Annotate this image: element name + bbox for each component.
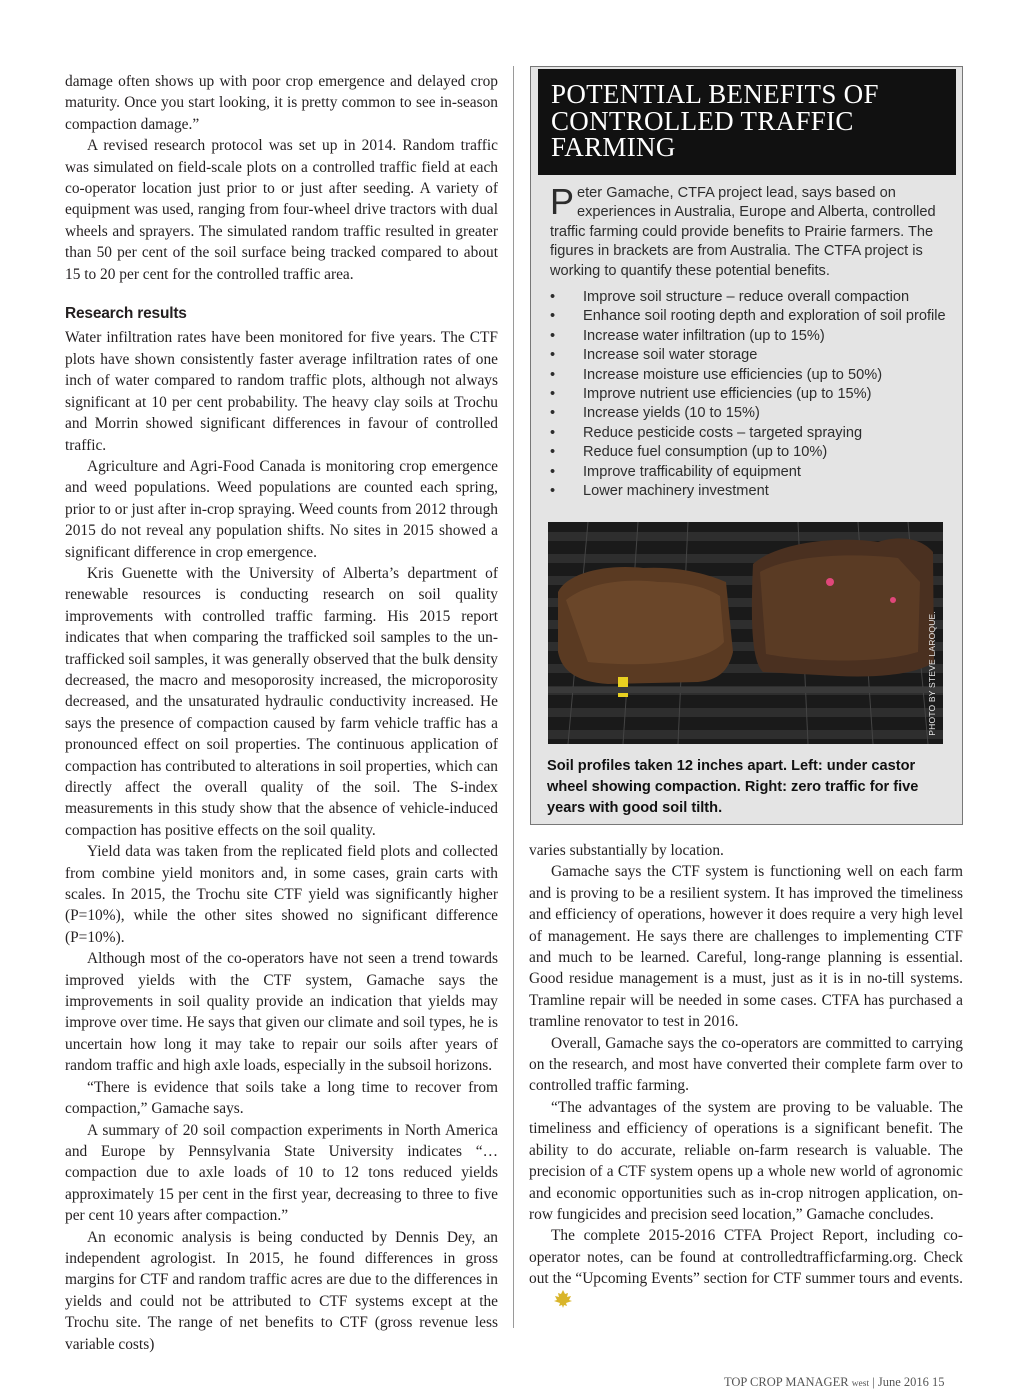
body-paragraph: varies substantially by location. [529,842,724,859]
photo-credit: PHOTO BY STEVE LAROQUE. [927,611,937,736]
list-item-text: Increase soil water storage [583,347,758,364]
bullet-icon: • [550,289,556,305]
list-item [550,424,960,443]
list-item [550,463,960,482]
list-item [550,346,960,365]
maple-leaf-icon [531,1290,551,1308]
column-divider [513,66,514,1328]
closing-text: The complete 2015-2016 CTFA Project Report, including co-operator notes, can be found at controlledtrafficfarming.org. Check out the “Upcoming Events” section for CTF summer tours and events. [529,1227,963,1288]
bullet-icon: • [550,347,556,364]
page-number: 15 [932,1375,945,1389]
list-item-text: Reduce pesticide costs – targeted spraying [583,424,863,441]
list-item-text: Improve nutrient use efficiencies (up to 15%) [583,386,872,403]
list-item-text: Increase water infiltration (up to 15%) [583,327,825,344]
benefits-sidebar [530,66,963,825]
sidebar-intro [550,181,948,281]
body-paragraph: damage often shows up with poor crop emergence and delayed crop maturity. Once you start looking, it is pretty common to see in-season compaction damage.” [65,73,498,133]
body-paragraph: Water infiltration rates have been monitored for five years. The CTF plots have shown consistently faster average infiltration rates of one inch of water compared to random traffic plots, although not always significant at 10 per cent probability. The heavy clay soils at Trochu and Morrin showed significant differences in favour of controlled traffic. [65,329,498,454]
list-item-text: Improve trafficability of equipment [583,463,801,480]
bullet-icon: • [550,308,556,325]
soil-photo-illustration [548,522,943,744]
body-paragraph: “There is evidence that soils take a long time to recover from compaction,” Gamache says. [65,1078,498,1118]
left-column [65,71,498,1355]
bullet-icon: • [550,483,556,500]
right-column [529,840,963,1311]
body-paragraph: Kris Guenette with the University of Alberta’s department of renewable resources is conducting research on soil quality improvements with controlled traffic farming. His 2015 report indicates that when comparing the trafficked soil samples to the un-trafficked soil samples, it was generally observed that the bulk density decreased, the macro and mesoporosity increased, the microporosity decreased, and the unsaturated hydraulic conductivity increased. He says the presence of compaction caused by farm vehicle traffic has a pronounced effect on soil properties. The continuous application of compaction has contributed to alterations in soil properties, which can directly affect the overall quality of the soil. The S-index measurements in this study show that the absence of vehicle-induced compaction has positive effects on the soil quality. [65,564,498,839]
list-item-text: Improve soil structure – reduce overall compaction [583,289,910,305]
bullet-icon: • [550,424,556,441]
body-paragraph: Yield data was taken from the replicated field plots and collected from combine yield monitors and, in some cases, grain carts with scales. In 2015, the Trochu site CTF yield was significantly higher (P=10%), while the other sites showed no significant difference (P=10%). [65,843,498,946]
soil-profile-photo [548,522,943,744]
sidebar-intro-text: eter Gamache, CTFA project lead, says based on experiences in Australia, Europe and Alberta, controlled traffic farming could provide benefits to Prairie farmers. The figures in brackets are from Australia. The CTFA project is working to quantify these potential benefits. [550,185,936,279]
list-item [550,366,960,385]
bullet-icon: • [550,405,556,422]
section-subhead: Research results [65,305,187,323]
photo-caption: Soil profiles taken 12 inches apart. Left: under castor wheel showing compaction. Right: zero traffic for five years with good soil tilth. [547,758,919,816]
list-item [550,404,960,423]
footer-separator: | [872,1375,875,1389]
body-paragraph: Although most of the co-operators have not seen a trend towards improved yields with the CTF system, Gamache says the improvements in soil quality provide an indication that yields may improve over time. He says that given our climate and soil types, he is uncertain how long it may take to repair our soils after years of random traffic and high axle loads, especially in the subsoil horizons. [65,950,498,1075]
list-item-text: Reduce fuel consumption (up to 10%) [583,444,828,461]
bullet-icon: • [550,444,556,461]
list-item [550,482,960,501]
list-item [550,327,960,346]
body-paragraph: A revised research protocol was set up in 2014. Random traffic was simulated on field-scale plots on a controlled traffic field at each co-operator location just prior to or just after seeding. A variety of equipment was used, ranging from four-wheel drive tractors with dual wheels and sprayers. The simulated random traffic resulted in greater than 50 per cent of the soil surface being tracked compared to about 15 to 20 per cent for the controlled traffic area. [65,137,498,283]
issue-date: June 2016 [877,1375,929,1389]
benefits-list [550,288,960,501]
bullet-icon: • [550,463,556,480]
bullet-icon: • [550,366,556,383]
list-item-text: Increase moisture use efficiencies (up to 50%) [583,366,883,383]
bullet-icon: • [550,327,556,344]
body-paragraph: “The advantages of the system are proving to be valuable. The timeliness and efficiency of operations is a significant benefit. The ability to do accurate, reliable on-farm research is valuable. The precision of a CTF system opens up a whole new world of agronomic and economic opportunities such as in-crop nitrogen application, on-row fungicides and precision seed location,” Gamache concludes. [529,1098,963,1223]
list-item [550,307,960,326]
body-paragraph: Overall, Gamache says the co-operators are committed to carrying on the research, and most have converted their complete farm over to controlled traffic farming. [529,1034,963,1095]
page-footer [724,1375,964,1390]
magazine-name: TOP CROP MANAGER [724,1375,849,1389]
list-item [550,443,960,462]
drop-cap: P [550,181,575,222]
body-paragraph [529,1225,963,1311]
list-item [550,385,960,404]
body-paragraph: Agriculture and Agri-Food Canada is monitoring crop emergence and weed populations. Weed populations are counted each spring, prior to or just after in-crop spraying. Weed counts from 2012 through 2015 do not reveal any population shifts. No sites in 2015 showed a significant difference in crop emergence. [65,457,498,561]
list-item-text: Enhance soil rooting depth and exploration of soil profile [583,308,946,325]
body-paragraph: An economic analysis is being conducted by Dennis Dey, an independent agrologist. In 2015, he found differences in gross margins for CTF and random traffic acres are due to the differences in yields and could not be attributed to CTF systems except at the Trochu site. The range of net benefits to CTF (gross revenue less variable costs) [65,1228,498,1353]
sidebar-title: POTENTIAL BENEFITS OF CONTROLLED TRAFFIC FARMING [538,69,956,175]
bullet-icon: • [550,386,556,403]
magazine-edition: west [851,1379,870,1389]
list-item-text: Increase yields (10 to 15%) [583,405,760,422]
body-paragraph: A summary of 20 soil compaction experiments in North America and Europe by Pennsylvania State University indicates “…compaction due to axle loads of 10 to 12 tons reduced yields approximately 15 per cent in the first year, decreasing to three to five per cent 10 years after compaction.” [65,1121,498,1225]
list-item-text: Lower machinery investment [583,483,769,500]
list-item [550,288,960,307]
body-paragraph: Gamache says the CTF system is functioning well on each farm and is proving to be a resilient system. It has improved the timeliness and efficiency of operations, however it does require a very high level of management. He says there are challenges to implementing CTF and much to be learned. Careful, long-range planning is essential. Good residue management is a must, just as it is in no-till systems. Tramline repair will be needed in some cases. CTFA has purchased a tramline renovator to test in 2016. [529,863,963,1031]
